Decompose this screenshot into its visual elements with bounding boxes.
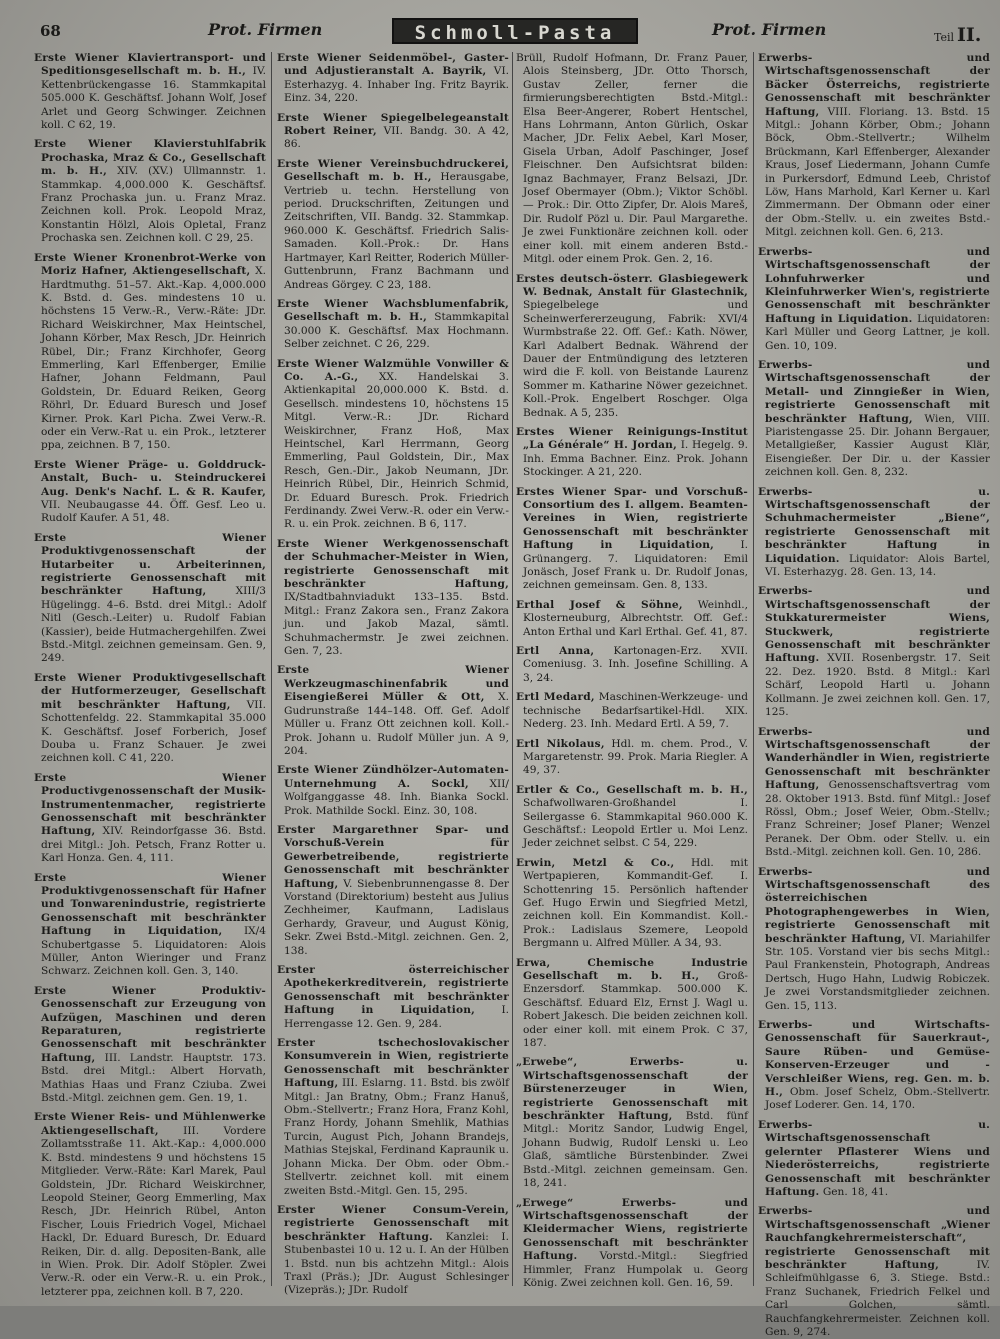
directory-entry	[277, 298, 509, 352]
entry-details: X. Hardtmuthg. 51–57. Akt.-Kap. 4,000.000 K. Bstd. d. Ges. mindestens 10 u. höchstens 15 Verw.-R., Verw.-Räte: JDr. Richard Weiskirchner, Max Heintschel, Johann Körber, Max Resch, JDr. Heinrich Rübel, Dir.; Franz Kirchhofer, Georg Emmerling, Karl Effenberger, Emilie Hafner, Johann Feldmann, Paul Goldstein, Dr. Eduard Reiken, Georg Röhrl, Dr. Eduard Buresch und Josef Kirner. Prok. Karl Picha. Zwei Verw.-R. oder ein Verw.-Rat u. ein Prok., letzterer ppa, zeichnen. B 7, 150.	[41, 265, 266, 452]
entry-details: I. Hegelg. 9. Inh. Emma Bachner. Einz. Prok. Johann Stockinger. A 21, 220.	[523, 439, 749, 479]
entry-details: XX. Handelskai 3. Aktienkapital 20,000.000 K. Bstd. d. Gesellsch. mindestens 10, höchstens 15 Mitgl. Verw.-R.: JDr. Richard Weiskirchner, Franz Hoß, Max Heintschel, Karl Herrmann, Georg Emmerling, Paul Goldstein, Dir., Max Resch, Gen.-Dir., Jakob Neumann, JDr. Heinrich Rübel, Dir., Heinrich Schmid, Dr. Eduard Buresch. Prok. Friedrich Ferdinandy. Zwei Verw.-R. oder ein Verw.-R. u. ein Prok. zeichnen. B 6, 117.	[284, 370, 509, 531]
entry-details: V. Siebenbrunnengasse 8. Der Vorstand (Direktorium) besteht aus Julius Zechheimer, Kaufmann, Ladislaus Gerhardy, Graveur, und August König, Sekr. Zwei Bstd.-Mitgl. zeichnen. Gen. 2, 138.	[284, 877, 509, 957]
entry-details: Brüll, Rudolf Hofmann, Dr. Franz Pauer, Alois Steinsberg, JDr. Otto Thorsch, Gustav Zeller, ferner die firmierungsberechtigten Bstd.-Mitgl.: Elsa Beer-Angerer, Robert Hentschel, Hans Lohrmann, Anton Gürlich, Oskar Macher, JDr. Felix Aebel, Karl Moser, Gisela Urban, Adolf Paschinger, Josef Fleischner. Den Aufsichtsrat bilden: Ignaz Bachmayer, Franz Belsazi, JDr. Josef Obermayer (Obm.); Viktor Schöbl. — Prok.: Dir. Otto Zipfer, Dr. Alois Mareš, Dir. Rudolf Pözl u. Dir. Paul Margarethe. Je zwei Funktionäre zeichnen koll. oder einer koll. mit einem anderen Bstd.-Mitgl. oder einem Prok. Gen. 2, 16.	[516, 52, 748, 266]
entry-details: XIII/3 Hügelingg. 4–6. Bstd. drei Mitgl.: Adolf Nitl (Gesch.-Leiter) u. Rudolf Fabian (Kassier), beide Hutmachergehilfen. Zwei Bstd.-Mitgl. zeichnen gemeinsam. Gen. 9, 249.	[41, 585, 266, 665]
firm-name: „Erwege“ Erwerbs- und Wirtschaftsgenossenschaft der Kleidermacher Wiens, registrierte Genossenschaft mit beschränkter Haftung.	[516, 1196, 748, 1263]
column-divider	[753, 52, 754, 1286]
column-divider	[271, 52, 272, 1286]
directory-entry	[277, 358, 509, 532]
firm-name: Ertl Anna,	[516, 645, 595, 658]
directory-entry	[34, 459, 266, 526]
firm-name: Erster tschechoslovakischer Konsumverein in Wien, registrierte Genossenschaft mit beschränkter Haftung,	[277, 1037, 509, 1090]
entry-details: Hdl. m. chem. Prod., V. Margaretenstr. 99. Prok. Maria Riegler. A 49, 37.	[523, 737, 748, 777]
directory-entry	[516, 426, 748, 480]
directory-entry	[516, 1056, 748, 1190]
directory-entry	[758, 585, 990, 719]
entry-details: VI. Esterhazyg. 4. Inhaber Ing. Fritz Bayrik. Einz. 34, 220.	[284, 65, 509, 105]
firm-name: Erste Wiener Produktivgesellschaft der Hutformerzeuger, Gesellschaft mit beschränkter Haftung,	[34, 671, 266, 711]
directory-entry	[277, 824, 509, 958]
entry-details: VIII. Floriang. 13. Bstd. 15 Mitgl.: Johann Körber, Obm.; Johann Böck, Obm.-Stellvertr.; Wilhelm Brückmann, Karl Effenberger, Alexander Kraus, Josef Liedermann, Johann Cumfe in Purkersdorf, Edmund Leeb, Christof Löw, Hans Marhold, Karl Kerner u. Karl Zimmermann. Der Obmann oder einer der Obm.-Stellv. u. ein zweites Bstd.-Mitgl. zeichnen koll. Gen. 6, 213.	[765, 105, 991, 239]
firm-name: Erwin, Metzl & Co.,	[516, 856, 675, 869]
directory-entry	[516, 957, 748, 1051]
directory-entry	[34, 138, 266, 245]
column-divider	[512, 52, 513, 1286]
firm-name: Erster Margarethner Spar- und Vorschuß-Verein für Gewerbetreibende, registrierte Genossenschaft mit beschränkter Haftung,	[277, 823, 509, 890]
directory-entry	[34, 1111, 266, 1299]
directory-entry	[34, 985, 266, 1106]
entry-details: IV. Schleifmühlgasse 6, 3. Stiege. Bstd.: Franz Suchanek, Friedrich Felkel und Carl Golchen, sämtl. Rauchfangkehrermeister. Zeichnen koll. Gen. 9, 274.	[765, 1258, 990, 1338]
entry-details: XVII. Rosenbergstr. 17. Seit 22. Dez. 1920. Bstd. 8 Mitgl.: Karl Schärf, Leopold Hartl u. Johann Kollmann. Je zwei zeichnen koll. Gen. 17, 125.	[765, 652, 990, 719]
entry-details: Schafwollwaren-Großhandel I. Seilergasse 6. Stammkapital 960.000 K. Geschäftsf.: Leopold Ertler u. Moi Lenz. Jeder zeichnet selbst. C 54, 229.	[523, 797, 748, 850]
firm-name: Erste Wiener Spiegelbelegeanstalt Robert Reiner,	[277, 111, 509, 138]
part-label: Teil	[934, 31, 955, 44]
entry-details: III. Landstr. Hauptstr. 173. Bstd. drei Mitgl.: Albert Horvath, Mathias Haas und Franz Cziuba. Zwei Bstd.-Mitgl. zeichnen gem. Gen. 19, 1.	[41, 1051, 267, 1105]
firm-name: Erwerbs- und Wirtschaftsgenossenschaft „Wiener Rauchfangkehrermeisterschaft“, registrierte Genossenschaft mit beschränkter Haftung,	[758, 1205, 990, 1271]
firm-name: Erster Wiener Consum-Verein, registrierte Genossenschaft mit beschränkter Haftung.	[277, 1203, 509, 1243]
entry-details: IX/Stadtbahnviadukt 133–135. Bstd. Mitgl.: Franz Zakora sen., Franz Zakora jun. und Jakob Mazal, sämtl. Schuhmachermstr. Je zwei zeichnen. Gen. 7, 23.	[284, 591, 509, 658]
firm-name: Erste Wiener Wachsblumenfabrik, Gesellschaft m. b. H.,	[277, 297, 509, 324]
firm-name: Erste Wiener Productivgenossenschaft der Musik-Instrumentenmacher, registrierte Genossenschaft mit beschränkter Haftung,	[34, 771, 266, 838]
firm-name: Erstes deutsch-österr. Glasbiegewerk W. Bednak, Anstalt für Glastechnik,	[516, 272, 748, 298]
entry-details: Groß-Enzersdorf. Stammkap. 500.000 K. Geschäftsf. Eduard Elz, Ernst J. Wagl u. Robert Jakesch. Die beiden zeichnen koll. oder einer koll. mit einem Prok. C 37, 187.	[523, 970, 748, 1050]
directory-entry	[758, 1019, 990, 1113]
entry-details: Weinhdl., Klosterneuburg, Albrechtstr. Off. Gef.: Anton Erthal und Karl Erthal. Gef. 41, 87.	[523, 598, 749, 638]
directory-entry	[516, 645, 748, 685]
column-3	[516, 52, 749, 1289]
directory-entry	[758, 52, 990, 240]
entry-details: Obm. Josef Schelz, Obm.-Stellvertr. Josef Loderer. Gen. 14, 170.	[765, 1086, 991, 1112]
directory-entry	[277, 538, 509, 659]
directory-entry	[516, 273, 748, 420]
firm-name: Erwerbs- und Wirtschaftsgenossenschaft der Bäcker Österreichs, registrierte Genossenschaft mit beschränkter Haftung,	[758, 52, 990, 118]
firm-name: Erstes Wiener Spar- und Vorschuß-Consortium des I. allgem. Beamten-Vereines in Wien, registrierte Genossenschaft mit beschränkter Haftung in Liquidation,	[516, 485, 748, 552]
firm-name: Erste Wiener Seidenmöbel-, Gaster- und Adjustieranstalt A. Bayrik,	[277, 52, 509, 78]
firm-name: Erste Wiener Vereinsbuchdruckerei, Gesellschaft m. b. H.,	[277, 157, 509, 184]
entry-details: IV. Kettenbrückengasse 16. Stammkapital 505.000 K. Geschäftsf. Johann Wolf, Josef Arlet und Georg Schwinger. Zeichnen koll. C 62, 19.	[41, 65, 266, 132]
firm-name: Erwa, Chemische Industrie Gesellschaft m. b. H.,	[516, 956, 748, 982]
directory-entry	[277, 964, 509, 1031]
firm-name: Erste Wiener Klaviertransport- und Speditionsgesellschaft m. b. H.,	[34, 52, 266, 78]
firm-name: „Erwebe“, Erwerbs- u. Wirtschaftsgenossenschaft der Bürstenerzeuger in Wien, registrierte Genossenschaft mit beschränkter Haftung,	[516, 1056, 748, 1123]
directory-entry	[516, 599, 748, 639]
directory-entry	[758, 486, 990, 580]
running-title-right: Prot. Firmen	[712, 20, 827, 39]
entry-details: Maschinen-Werkzeuge- und technische Bedarfsartikel-Hdl. XIX. Nederg. 23. Inh. Medard Ertl. A 59, 7.	[523, 691, 748, 731]
entry-details: III. Eslarng. 11. Bstd. bis zwölf Mitgl.: Jan Bratny, Obm.; Franz Hanuš, Obm.-Stellvertr.; Franz Hora, Franz Kohl, Franz Hordy, Johann Smehlik, Mathias Turcin, August Pich, Johann Brandejs, Mathias Stejskal, Ferdinand Kapraunik u. Johann Micka. Der Obm. oder Obm.-Stellvertr. zeichnet koll. mit einem zweiten Bstd.-Mitgl. Gen. 15, 295.	[284, 1077, 509, 1197]
directory-entry	[277, 764, 509, 818]
column-1	[34, 52, 267, 1298]
page-number: 68	[40, 22, 61, 40]
firm-name: Ertl Nikolaus,	[516, 737, 605, 750]
firm-name: Erste Wiener Produktivgenossenschaft für Hafner und Tonwarenindustrie, registrierte Genossenschaft mit beschränkter Haftung in Liquidation,	[34, 871, 266, 938]
entry-details: VI. Mariahilfer Str. 105. Vorstand vier bis sechs Mitgl.: Paul Frankenstein, Photograph, Andreas Dertsch, Hugo Hahn, Ludwig Robiczek. Je zwei Vorstandsmitglieder zeichnen. Gen. 15, 113.	[765, 932, 990, 1012]
directory-entry	[277, 1204, 509, 1298]
firm-name: Erwerbs- und Wirtschaftsgenossenschaft der Lohnfuhrwerker und Kleinfuhrwerker Wien's, registrierte Genossenschaft mit beschränkter Haftung in Liquidation.	[758, 245, 990, 325]
entry-details: I. Grünangerg. 7. Liquidatoren: Emil Jonäsch, Josef Frank u. Dr. Rudolf Jonas, zeichnen gemeinsam. Gen. 8, 133.	[523, 539, 748, 592]
firm-name: Erwerbs- und Wirtschaftsgenossenschaft des österreichischen Photographengewerbes in Wien, registrierte Genossenschaft mit beschränkter Haftung,	[758, 865, 990, 945]
firm-name: Erster österreichischer Apothekerkreditverein, registrierte Genossenschaft mit beschränkter Haftung in Liquidation,	[277, 964, 509, 1017]
entry-details: Bstd. fünf Mitgl.: Moritz Sandor, Ludwig Engel, Johann Budwig, Rudolf Lenski u. Leo Glaß, sämtliche Bürstenbinder. Zwei Bstd.-Mitgl. zeichnen gemeinsam. Gen. 18, 241.	[523, 1110, 748, 1190]
directory-entry	[277, 112, 509, 152]
directory-entry	[277, 52, 509, 106]
directory-entry	[277, 664, 509, 758]
entry-details: Liquidatoren: Karl Müller und Georg Lattner, je koll. Gen. 10, 109.	[765, 312, 990, 352]
directory-entry	[758, 726, 990, 860]
directory-entry	[516, 486, 748, 593]
part-indicator	[934, 24, 981, 46]
firm-name: Erste Wiener Werkzeugmaschinenfabrik und Eisengießerei Müller & Ott,	[277, 664, 509, 704]
entry-details: X. Gudrunstraße 144–148. Off. Gef. Adolf Müller u. Franz Ott zeichnen koll. Koll.-Prok. Johann u. Rudolf Müller jun. A 9, 204.	[284, 691, 510, 757]
firm-name: Erste Wiener Werkgenossenschaft der Schuhmacher-Meister in Wien, registrierte Genossenschaft mit beschränkter Haftung,	[277, 537, 509, 591]
entry-details: XII/ Wolfganggasse 48. Inh. Bianka Sockl. Prok. Mathilde Sockl. Einz. 30, 108.	[284, 777, 509, 817]
directory-entry	[758, 359, 990, 480]
entry-details: VII. Bandg. 30. A 42, 86.	[284, 125, 509, 151]
entry-details: Wien, VIII. Piaristengasse 25. Dir. Johann Bergauer, Metallgießer, Kassier August Klär, Eisengießer. Der Dir. u. der Kassier zeichnen koll. Gen. 8, 232.	[765, 412, 990, 479]
directory-entry	[758, 1119, 990, 1199]
directory-entry	[34, 872, 266, 979]
directory-entry	[34, 52, 266, 132]
directory-entry	[34, 532, 266, 666]
entry-details: XIV. (XV.) Ullmannstr. 1. Stammkap. 4,000.000 K. Geschäftsf. Franz Prochaska jun. u. Franz Mraz. Zeichnen koll. Prok. Leopold Mraz, Konstantin Hölzl, Alois Opletal, Franz Prochaska sen. Zeichnen koll. C 29, 25.	[41, 165, 266, 245]
entry-details: Kanzlei: I. Stubenbastei 10 u. 12 u. I. An der Hülben 1. Bstd. nun bis achtzehn Mitgl.: Alois Traxl (Präs.); JDr. August Schlesinger (Vizepräs.); JDr. Rudolf	[284, 1230, 509, 1297]
part-number: II.	[957, 24, 982, 46]
entry-details: Gen. 18, 41.	[822, 1185, 889, 1198]
entry-details: Spiegelbelege und Scheinwerfererzeugung, Fabrik: XVI/4 Wurmbstraße 22. Off. Gef.: Kath. Nöwer, Karl Adalbert Bednak. Während der Dauer der Entmündigung des letzteren wird die F. koll. von Beistande Laurenz Sommer m. Katharine Nöwer gezeichnet. Koll.-Prok. Engelbert Roschger. Olga Bednak. A 5, 235.	[523, 299, 748, 419]
firm-name: Erste Wiener Klavierstuhlfabrik Prochaska, Mraz & Co., Gesellschaft m. b. H.,	[34, 138, 266, 178]
running-title-left: Prot. Firmen	[208, 20, 323, 39]
firm-name: Erste Wiener Kronenbrot-Werke von Moriz Hafner, Aktiengesellschaft,	[34, 251, 266, 278]
firm-name: Erste Wiener Reis- und Mühlenwerke Aktiengesellschaft,	[34, 1111, 266, 1137]
firm-name: Erste Wiener Produktiv-Genossenschaft zur Erzeugung von Aufzügen, Maschinen und deren Reparaturen, registrierte Genossenschaft mit beschränkter Haftung,	[34, 984, 266, 1064]
firm-name: Erste Wiener Produktivgenossenschaft der Hutarbeiter u. Arbeiterinnen, registrierte Genossenschaft mit beschränkter Haftung,	[34, 531, 266, 598]
firm-name: Erste Wiener Walzmühle Vonwiller & Co. A.-G.,	[277, 357, 509, 383]
directory-entry	[758, 866, 990, 1013]
firm-name: Ertl Medard,	[516, 691, 595, 704]
column-2	[277, 52, 510, 1297]
entry-details: VII. Schottenfeldg. 22. Stammkapital 35.000 K. Geschäftsf. Josef Forberich, Josef Douba u. Franz Schauer. Je zwei zeichnen koll. C 41, 220.	[41, 698, 266, 765]
directory-entry	[758, 1205, 990, 1339]
firm-name: Erwerbs- und Wirtschafts-Genossenschaft für Sauerkraut-, Saure Rüben- und Gemüse-Konserven-Erzeuger und -Verschleißer Wiens, reg. Gen. m. b. H.,	[758, 1019, 990, 1099]
entry-details: Herausgabe, Vertrieb u. techn. Herstellung von period. Druckschriften, Zeitungen und Zeitschriften, VII. Bandg. 32. Stammkap. 960.000 K. Geschäftsf. Friedrich Salis-Samaden. Koll.-Prok.: Dr. Hans Hartmayer, Karl Reitter, Roderich Müller-Guttenbrunn, Franz Bachmann und Andreas Görgey. C 23, 188.	[284, 171, 509, 291]
entry-details: I. Herrengasse 12. Gen. 9, 284.	[284, 1004, 509, 1030]
directory-entry	[277, 1037, 509, 1198]
entry-details: III. Vordere Zollamtsstraße 11. Akt.-Kap.: 4,000.000 K. Bstd. mindestens 9 und höchstens 15 Mitglieder. Verw.-Räte: Karl Marek, Paul Goldstein, JDr. Richard Weiskirchner, Leopold Steiner, Georg Emmerling, Max Resch, JDr. Heinrich Rübel, Anton Fischer, Louis Friedrich Vogel, Michael Hackl, Dr. Eduard Buresch, Dr. Eduard Reiken, Dir. d. allg. Depositen-Bank, alle in Wien. Prok. Dir. Adolf Stöpler. Zwei Verw.-R. oder ein Verw.-R. u. ein Prok., letzterer ppa, zeichnen koll. B 7, 220.	[41, 1124, 267, 1298]
directory-entry	[277, 158, 509, 292]
firm-name: Erwerbs- und Wirtschaftsgenossenschaft der Metall- und Zinngießer in Wien, registrierte Genossenschaft mit beschränkter Haftung,	[758, 358, 990, 425]
column-4	[758, 52, 991, 1338]
directory-entry	[34, 252, 266, 453]
firm-name: Erthal Josef & Söhne,	[516, 598, 683, 611]
firm-name: Erwerbs- und Wirtschaftsgenossenschaft der Wanderhändler in Wien, registrierte Genossenschaft mit beschränkter Haftung,	[758, 725, 990, 792]
entry-details: Stammkapital 30.000 K. Geschäftsf. Max Hochmann. Selber zeichnet. C 26, 229.	[284, 311, 509, 351]
directory-entry	[516, 52, 748, 267]
page-header	[0, 18, 1000, 48]
directory-entry	[516, 857, 748, 951]
entry-details: XIV. Reindorfgasse 36. Bstd. drei Mitgl.: Joh. Petsch, Franz Rotter u. Karl Honza. Gen. 4, 111.	[41, 825, 266, 865]
firm-name: Erwerbs- und Wirtschaftsgenossenschaft der Stukkaturermeister Wiens, Stuckwerk, registrierte Genossenschaft mit beschränkter Haftung.	[758, 585, 990, 665]
advertisement-banner: Schmoll-Pasta	[392, 18, 638, 44]
firm-name: Erste Wiener Zündhölzer-Automaten-Unternehmung A. Sockl,	[277, 764, 509, 790]
entry-details: Liquidator: Alois Bartel, VI. Esterhazyg. 28. Gen. 13, 14.	[765, 552, 990, 579]
entry-details: Genossenschaftsvertrag vom 28. Oktober 1913. Bstd. fünf Mitgl.: Josef Rössl, Obm.; Josef Weier, Obm.-Stellv.; Franz Schreiner; Josef Planer; Wenzel Peranek. Der Obm. oder Stellv. u. ein Bstd.-Mitgl. zeichnen koll. Gen. 10, 286.	[765, 779, 990, 859]
directory-entry	[516, 691, 748, 731]
firm-name: Erwerbs- u. Wirtschaftsgenossenschaft der Schuhmachermeister „Biene“, registrierte Genossenschaft mit beschränkter Haftung in Liquidation.	[758, 485, 990, 565]
firm-name: Erwerbs- u. Wirtschaftsgenossenschaft gelernter Pflasterer Wiens und Niederösterreichs, registrierte Genossenschaft mit beschränkter Haftung.	[758, 1118, 990, 1198]
entry-details: IX/4 Schubertgasse 5. Liquidatoren: Alois Müller, Anton Wieringer und Franz Schwarz. Zeichnen koll. Gen. 3, 140.	[41, 925, 266, 978]
entry-details: Vorstd.-Mitgl.: Siegfried Himmler, Franz Humpolak u. Georg König. Zwei zeichnen koll. Gen. 16, 59.	[523, 1250, 748, 1289]
directory-entry	[516, 784, 748, 851]
entry-details: Kartonagen-Erz. XVII. Comeniusg. 3. Inh. Josefine Schilling. A 3, 24.	[523, 645, 748, 684]
directory-entry	[34, 672, 266, 766]
directory-entry	[34, 772, 266, 866]
firm-name: Erste Wiener Präge- u. Golddruck-Anstalt, Buch- u. Steindruckerei Aug. Denk's Nachf. L. & R. Kaufer,	[34, 458, 266, 498]
firm-name: Erstes Wiener Reinigungs-Institut „La Générale“ H. Jordan,	[516, 425, 748, 452]
firm-name: Ertler & Co., Gesellschaft m. b. H.,	[516, 783, 748, 796]
entry-details: Hdl. mit Wertpapieren, Kommandit-Gef. I. Schottenring 15. Persönlich haftender Gef. Hugo Erwin und Siegfried Metzl, zeichnen koll. Ein Kommandist. Koll.-Prok.: Ladislaus Szemere, Leopold Bergmann u. Alfred Müller. A 34, 93.	[523, 856, 748, 950]
directory-entry	[516, 1197, 748, 1291]
directory-entry	[758, 246, 990, 353]
directory-entry	[516, 738, 748, 778]
entry-details: VII. Neubaugasse 44. Öff. Gesf. Leo u. Rudolf Kaufer. A 51, 48.	[41, 499, 266, 525]
